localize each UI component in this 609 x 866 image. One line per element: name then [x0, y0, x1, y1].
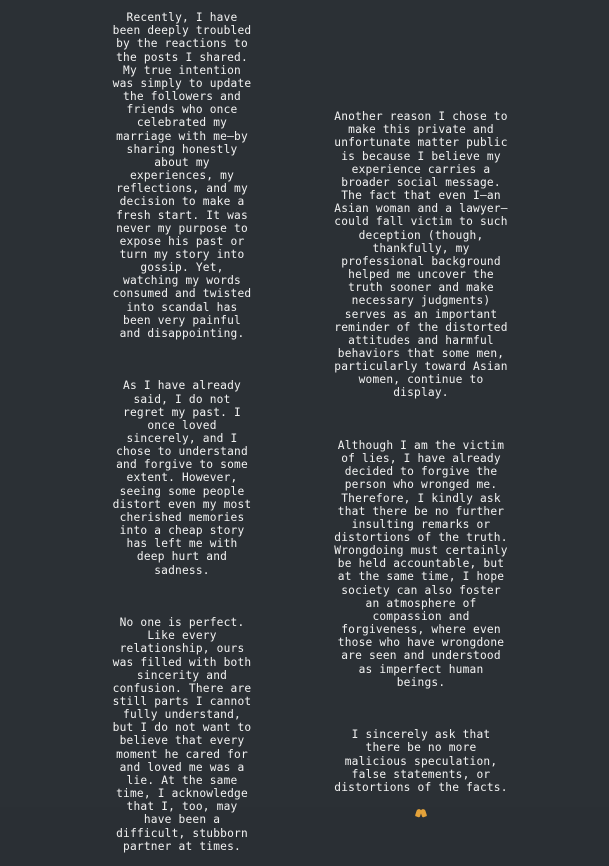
folded-hands-icon [415, 808, 427, 818]
right-paragraph-2: Although I am the victim of lies, I have already decided to forgive the person who wronged me. Therefore, I kindly ask that there be no further insulting remarks or distortions of the truth. Wrongdoing must certainly be held accountable, but at the same time, I hope society can also foster an atmosphere of compassion and forgiveness, where even those who have wrongdone are seen and understood as imperfect human beings. [334, 438, 508, 689]
paragraph-gap [334, 702, 508, 715]
paragraph-gap [334, 413, 508, 426]
paragraph-gap [108, 353, 256, 366]
right-paragraph-1: Another reason I chose to make this private and unfortunate matter public is because I believe my experience carries a broader social message. The fact that even I—an Asian woman and a lawyer— could fall victim to such deception (though, thankfully, my professional background helped me uncover the truth sooner and make necessary judgments) serves as an important reminder of the distorted attitudes and harmful behaviors that some men, particularly toward Asian women, continue to display. [334, 110, 508, 400]
left-paragraph-3: No one is perfect. Like every relationship, ours was filled with both sincerity and confusion. There are still parts I cannot fully understand, but I do not want to believe that every moment he cared for and loved me was a lie. At the same time, I acknowledge that I, too, may have been a difficult, stubborn partner at times. [112, 616, 252, 853]
left-paragraph-1: Recently, I have been deeply troubled by the reactions to the posts I shared. My true intention was simply to update the followers and friends who once celebrated my marriage with me—by sharing honestly about my experiences, my reflections, and my decision to make a fresh start. It was never my purpose to expose his past or turn my story into gossip. Yet, watching my words consumed and twisted into scandal has been very painful and disappointing. [112, 11, 252, 340]
left-text-column [108, 0, 256, 866]
paragraph-gap [108, 590, 256, 603]
right-text-column [334, 97, 508, 821]
right-paragraph-3: I sincerely ask that there be no more malicious speculation, false statements, or distortions of the facts. [334, 728, 508, 794]
left-paragraph-2: As I have already said, I do not regret my past. I once loved sincerely, and I chose to understand and forgive to some extent. However, seeing some people distort even my most cherished memories into a cheap story has left me with deep hurt and sadness. [112, 379, 252, 577]
